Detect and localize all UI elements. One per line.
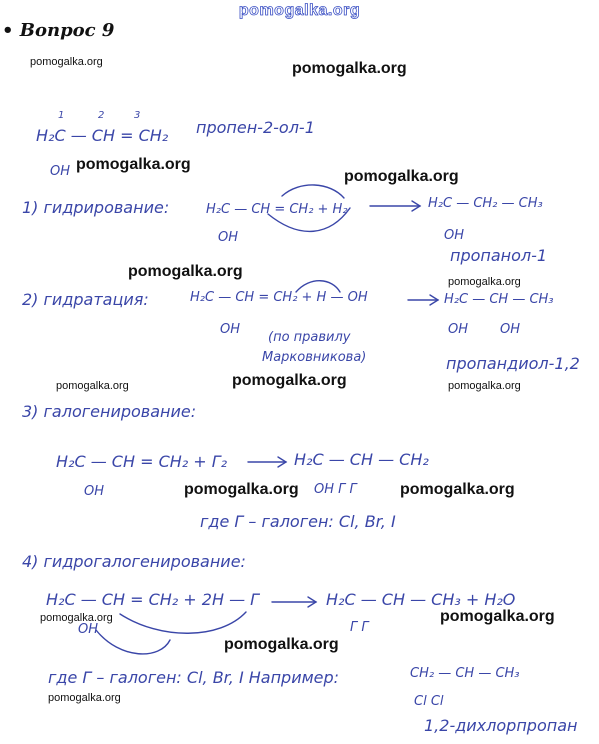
rule-note: (по правилу	[268, 330, 351, 345]
reaction-1-product-name: пропанол-1	[450, 246, 548, 265]
mechanism-curve	[296, 281, 340, 292]
atom-number: 1	[58, 110, 65, 121]
halogen-note: где Г – галоген: Cl, Br, I	[200, 512, 396, 531]
reaction-4-label: 4) гидрогалогенирование:	[22, 552, 246, 571]
reaction-1-reactants: H₂C — CH = CH₂ + H₂	[206, 202, 348, 217]
product-substituents: OH Г Г	[314, 482, 357, 497]
hydroxyl-group: OH	[50, 164, 71, 179]
watermark: pomogalka.org	[400, 481, 515, 498]
watermark: pomogalka.org	[56, 380, 129, 392]
example-substituents: Cl Cl	[414, 694, 444, 709]
watermark: pomogalka.org	[448, 380, 521, 392]
reaction-4-product: H₂C — CH — CH₃ + H₂O	[326, 590, 516, 609]
example-formula: CH₂ — CH — CH₃	[410, 666, 520, 681]
molecule-formula: H₂C — CH = CH₂	[36, 126, 169, 145]
hydroxyl-group: OH	[448, 322, 469, 337]
example-name: 1,2-дихлорпропан	[424, 716, 578, 735]
hydroxyl-group: OH	[220, 322, 241, 337]
reaction-1-label: 1) гидрирование:	[22, 198, 170, 217]
hydroxyl-group: OH	[84, 484, 105, 499]
reaction-2-product: H₂C — CH — CH₃	[444, 292, 554, 307]
reaction-3-product: H₂C — CH — CH₂	[294, 450, 429, 469]
watermark: pomogalka.org	[76, 156, 191, 173]
watermark: pomogalka.org	[184, 481, 299, 498]
hydroxyl-group: OH	[78, 622, 99, 637]
mechanism-curve	[282, 185, 344, 198]
mechanism-curve	[96, 630, 170, 654]
mechanism-curve	[120, 612, 246, 633]
reaction-2-product-name: пропандиол-1,2	[446, 354, 580, 373]
hydroxyl-group: OH	[218, 230, 239, 245]
rule-note: Марковникова)	[262, 350, 367, 365]
watermark: pomogalka.org	[48, 692, 121, 704]
watermark: pomogalka.org	[224, 636, 339, 653]
mechanism-curve	[268, 208, 350, 231]
watermark: pomogalka.org	[448, 276, 521, 288]
reaction-2-label: 2) гидратация:	[22, 290, 149, 309]
atom-number: 2	[98, 110, 105, 121]
reaction-4-reactants: H₂C — CH = CH₂ + 2H — Г	[46, 590, 260, 609]
watermark: pomogalka.org	[440, 608, 555, 625]
site-header[interactable]: pomogalka.org	[238, 2, 361, 19]
product-substituents: Г Г	[350, 620, 369, 635]
question-title: • Вопрос 9	[2, 20, 115, 41]
reaction-3-reactants: H₂C — CH = CH₂ + Г₂	[56, 452, 228, 471]
hydroxyl-group: OH	[444, 228, 465, 243]
reaction-1-product: H₂C — CH₂ — CH₃	[428, 196, 543, 211]
watermark: pomogalka.org	[128, 263, 243, 280]
reaction-3-label: 3) галогенирование:	[22, 402, 197, 421]
watermark: pomogalka.org	[344, 168, 459, 185]
hydroxyl-group: OH	[500, 322, 521, 337]
atom-number: 3	[134, 110, 141, 121]
watermark: pomogalka.org	[232, 372, 347, 389]
watermark: pomogalka.org	[40, 612, 113, 624]
watermark: pomogalka.org	[292, 60, 407, 77]
reaction-2-reactants: H₂C — CH = CH₂ + H — OH	[190, 290, 368, 305]
watermark: pomogalka.org	[30, 56, 103, 68]
halogen-note: где Г – галоген: Cl, Br, I Например:	[48, 668, 340, 687]
molecule-name: пропен-2-ол-1	[196, 118, 315, 137]
